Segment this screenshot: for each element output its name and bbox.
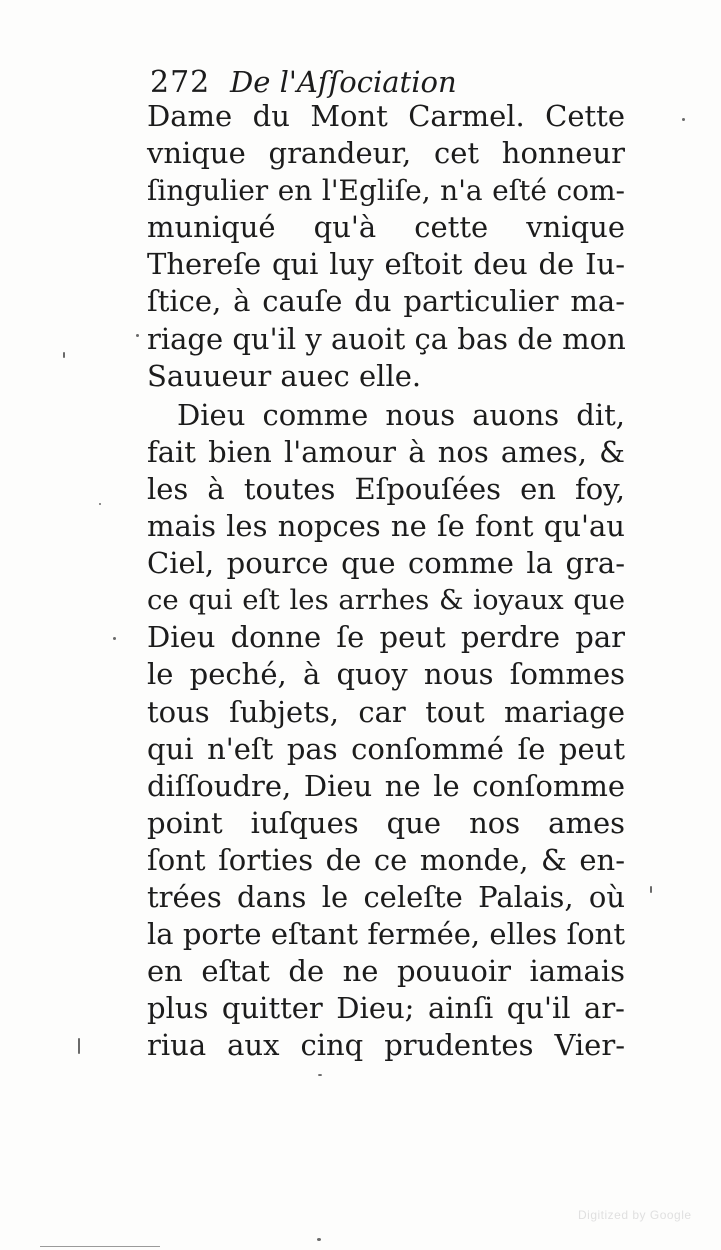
scan-speck [113, 637, 116, 640]
text-line: Thereſe qui luy eſtoit deu de Iu- [147, 247, 625, 282]
text-line: diſſoudre, Dieu ne le conſomme [147, 768, 625, 803]
scan-speck [99, 503, 101, 505]
text-line: Dame du Mont Carmel. Cette [147, 99, 625, 133]
text-line: plus quitter Dieu; ainſi qu'il ar- [147, 991, 625, 1026]
text-line: ſingulier en l'Egliſe, n'a eſté com- [147, 174, 625, 208]
text-line: point iuſques que nos ames [147, 805, 625, 840]
text-line: fait bien l'amour à nos ames, & [147, 434, 625, 469]
text-line: mais les nopces ne ſe font qu'au [147, 509, 625, 544]
text-line: qui n'eſt pas conſommé ſe peut [147, 731, 625, 766]
text-line: ce qui eſt les arrhes & ioyaux que [147, 584, 625, 617]
text-line: Ciel, pource que comme la gra- [147, 546, 625, 581]
scan-speck [682, 118, 685, 121]
text-line: tous ſubjets, car tout mariage [147, 694, 625, 729]
watermark: Digitized by Google [578, 1208, 692, 1222]
text-line: Sauueur auec elle. [147, 358, 422, 393]
text-line: ſtice, à cauſe du particulier ma- [147, 284, 625, 319]
text-line: les à toutes Eſpouſées en foy, [147, 471, 625, 506]
text-line: riua aux cinq prudentes Vier- [147, 1028, 625, 1063]
running-title: De l'Aſſociation [230, 65, 457, 99]
scan-edge-line [40, 1246, 160, 1247]
page-number: 272 [150, 65, 211, 100]
text-line: ſont ſorties de ce monde, & en- [147, 842, 625, 877]
running-head [150, 62, 550, 102]
scan-speck [63, 352, 65, 358]
paragraph-1 [147, 98, 625, 395]
scan-speck [317, 1238, 321, 1241]
text-line: le peché, à quoy nous ſommes [147, 657, 625, 692]
text-line: la porte eſtant fermée, elles ſont [147, 917, 625, 952]
text-line: riage qu'il y auoit ça bas de mon [147, 321, 626, 356]
scan-speck [78, 1038, 80, 1054]
scan-speck [136, 334, 139, 337]
text-block [147, 98, 625, 1064]
text-line: Dieu comme nous auons dit, [177, 397, 625, 432]
text-line: muniqué qu'à cette vnique [147, 210, 625, 245]
text-line: Dieu donne ſe peut perdre par [147, 620, 625, 655]
text-line: en eſtat de ne pouuoir iamais [147, 954, 625, 989]
text-line: vnique grandeur, cet honneur [147, 136, 625, 171]
text-line: trées dans le celeſte Palais, où [147, 879, 625, 914]
scan-speck [318, 1074, 322, 1076]
paragraph-2 [147, 397, 625, 1065]
scan-speck [650, 886, 652, 893]
